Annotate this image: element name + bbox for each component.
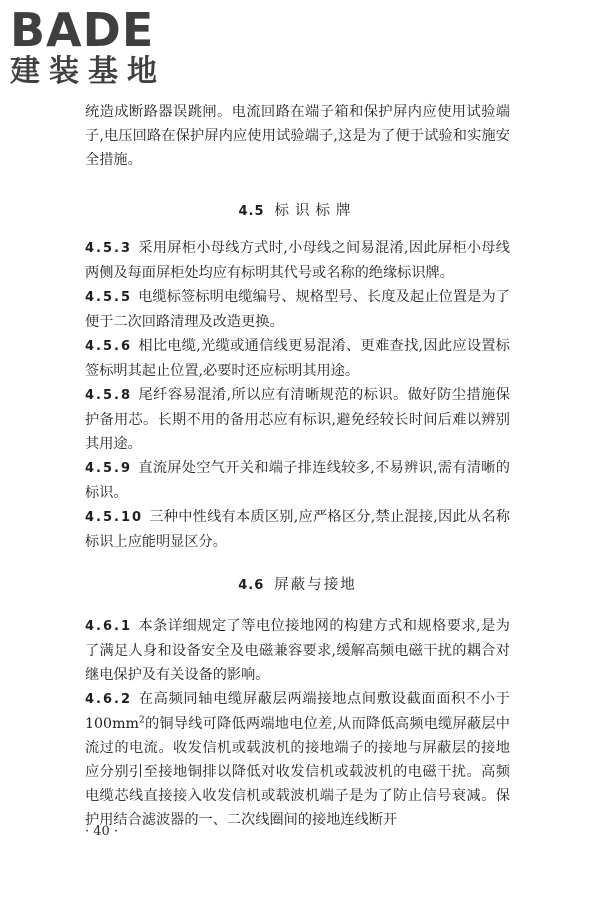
clause-4-6-2 <box>85 687 510 832</box>
bade-logo <box>10 3 180 92</box>
clause-text: 电缆标签标明电缆编号、规格型号、长度及起止位置是为了便于二次回路清理及改造更换。 <box>85 289 510 330</box>
clause-number: 4.5.6 <box>85 339 133 354</box>
clause-4-5-9 <box>85 456 510 505</box>
section-number: 4.6 <box>238 578 265 593</box>
clause-text: 本条详细规定了等电位接地网的构建方式和规格要求,是为了满足人身和设备安全及电磁兼容要求,缓解高频电磁干扰的耦合对继电保护及有关设备的影响。 <box>85 618 510 683</box>
clause-4-5-10 <box>85 505 510 554</box>
clause-text: 尾纤容易混淆,所以应有清晰规范的标识。做好防尘措施保护备用芯。长期不用的备用芯应有标识,避免经较长时间后难以辨别其用途。 <box>85 387 510 452</box>
intro-paragraph: 统造成断路器误跳闸。电流回路在端子箱和保护屏内应使用试验端子,电压回路在保护屏内应使用试验端子,这是为了便于试验和实施安全措施。 <box>85 104 510 168</box>
section-title: 标识标牌 <box>274 203 357 219</box>
clause-number: 4.5.3 <box>85 241 133 256</box>
section-title: 屏蔽与接地 <box>274 577 357 593</box>
clause-text: 采用屏柜小母线方式时,小母线之间易混淆,因此屏柜小母线两侧及每面屏柜处均应有标明其代号或名称的绝缘标识牌。 <box>85 240 510 281</box>
logo-latin-text: BADE <box>10 3 155 57</box>
logo-chinese-text: 建装基地 <box>10 54 166 89</box>
clause-text: 直流屏处空气开关和端子排连线较多,不易辨识,需有清晰的标识。 <box>85 460 510 501</box>
clause-4-6-1 <box>85 614 510 687</box>
superscript-2: 2 <box>139 715 145 726</box>
clause-number: 4.5.10 <box>85 510 144 525</box>
clause-number: 4.5.9 <box>85 461 133 476</box>
clause-number: 4.6.1 <box>85 619 133 634</box>
clause-text: 相比电缆,光缆或通信线更易混淆、更难查找,因此应设置标签标明其起止位置,必要时还应标明其用途。 <box>85 338 510 379</box>
clause-number: 4.6.2 <box>85 692 133 707</box>
clause-4-5-6 <box>85 334 510 383</box>
page-number: · 40 · <box>85 824 119 839</box>
document-body <box>85 100 510 832</box>
clause-4-5-8 <box>85 383 510 456</box>
clause-number: 4.5.8 <box>85 388 133 403</box>
section-number: 4.5 <box>238 204 265 219</box>
clause-4-5-5 <box>85 285 510 334</box>
clause-4-5-3 <box>85 236 510 285</box>
clause-text-before: 在高频同轴电缆屏蔽层两端接地点间敷设截面面积不小于100mm <box>85 691 510 732</box>
section-heading-4-6 <box>85 573 510 598</box>
clause-text-after: 的铜导线可降低两端地电位差,从而降低高频电缆屏蔽层中流过的电流。收发信机或载波机的接地端子的接地与屏蔽层的接地应分别引至接地铜排以降低对收发信机或载波机的电磁干扰。高频电缆芯线直接接入收发信机或载波机端子是为了防止信号衰减。保护用结合滤波器的一、二次线圈间的接地连线断开 <box>85 716 510 828</box>
clause-text: 三种中性线有本质区别,应严格区分,禁止混接,因此从名称标识上应能明显区分。 <box>85 509 510 550</box>
section-heading-4-5 <box>85 199 510 224</box>
clause-number: 4.5.5 <box>85 290 133 305</box>
